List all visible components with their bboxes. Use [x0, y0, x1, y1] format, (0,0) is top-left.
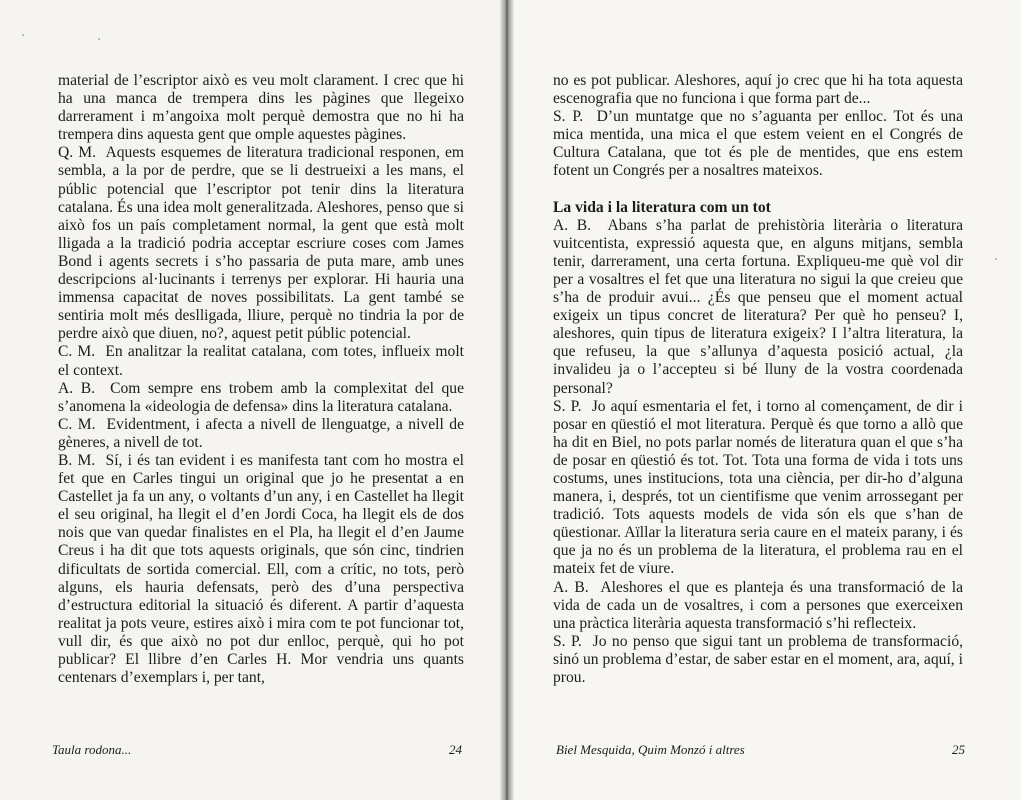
paragraph — [553, 579, 963, 633]
left-page-text — [58, 72, 464, 687]
book-gutter — [500, 0, 514, 800]
paragraph-text: Jo no penso que sigui tant un problema de transformació, sinó un problema d’estar, de saber estar en el moment, ara, aquí, i prou. — [553, 632, 964, 686]
speaker-initials: A. B. — [553, 578, 589, 596]
paragraph-text: Abans s’ha parlat de prehistòria literària o literatura vuitcentista, expressió aquesta que, en alguns mitjans, sembla tenir, darrerament, una certa fortuna. Expliqueu-me què vol dir per a vosaltres el fet que una literatura no sigui la que creieu que s’ha de produir avui... ¿És que penseu que el moment actual exigeix un tipus concret de literatura? Per què ho penseu? I, aleshores, quin tipus de literatura exigeix? I l’altra literatura, la que refuseu, la que s’allunya d’aquesta posició actual, ¿la invalideu ja o l’accepteu si bé lluny de la vostra coordenada personal? — [553, 216, 964, 397]
speaker-initials: S. P. — [553, 632, 582, 650]
left-page-number: 24 — [449, 742, 462, 757]
paragraph-text: Aquests esquemes de literatura tradicional responen, em sembla, a la por de perdre, que se li destrueixi a les mans, el públic potencial que l’escriptor pot tenir dins la literatura catalana. És una idea molt generalitzada. Aleshores, penso que si això fos un país completament normal, la gent que està molt lligada a la tradició podria acceptar escriure coses com James Bond i agents secrets i s’ho passaria de puta mare, amb unes descripcions al·lucinants i terrenys per explorar. Hi hauria una immensa capacitat de noves possibilitats. La gent també se sentiria molt més deslligada, lliure, perquè no tindria la por de perdre això que diuen, no?, aquest petit públic potencial. — [58, 144, 465, 343]
scan-speck — [98, 38, 100, 40]
speaker-initials: A. B. — [58, 379, 95, 397]
paragraph — [553, 72, 963, 108]
paragraph — [58, 380, 464, 416]
speaker-initials: B. M. — [58, 451, 96, 469]
paragraph — [58, 452, 464, 687]
paragraph — [58, 72, 464, 144]
right-page-text — [553, 72, 963, 687]
speaker-initials: C. M. — [58, 415, 96, 433]
paragraph — [553, 217, 963, 398]
paragraph — [58, 144, 464, 343]
right-running-footer: Biel Mesquida, Quim Monzó i altres — [556, 742, 745, 757]
speaker-initials: C. M. — [58, 343, 96, 361]
scan-speck — [995, 258, 997, 260]
paragraph-text: D’un muntatge que no s’aguanta per enlloc. Tot és una mica mentida, una mica el que estem veient en el Congrés de Cultura Catalana, que tot és ple de mentides, que ens estem fotent un Congrés per a nosaltres mateixos. — [553, 108, 964, 180]
paragraph-text: Evidentment, i afecta a nivell de llenguatge, a nivell de gèneres, a nivell de tot. — [58, 415, 465, 451]
paragraph — [553, 108, 963, 180]
paragraph — [58, 416, 464, 452]
paragraph-text: no es pot publicar. Aleshores, aquí jo crec que hi ha tota aquesta escenografia que no funciona i que forma part de... — [553, 72, 963, 108]
speaker-initials: S. P. — [553, 397, 582, 415]
left-running-footer: Taula rodona... — [52, 742, 132, 757]
paragraph — [553, 398, 963, 579]
paragraph-text: material de l’escriptor això es veu molt clarament. I crec que hi ha una manca de trempera dins les pàgines que llegeixo darrerament i m’angoixa molt perquè demostra que no hi ha trempera dins aquesta gent que omple aquestes pàgines. — [58, 72, 464, 144]
speaker-initials: A. B. — [553, 216, 592, 234]
paragraph — [553, 633, 963, 687]
speaker-initials: Q. M. — [58, 144, 97, 162]
paragraph-text: Sí, i és tan evident i es manifesta tant com ho mostra el fet que en Carles tingui un original que jo he presentat a en Castellet ja fa un any, o voltants d’un any, i en Castellet ha llegit el seu original, ha llegit el d’en Jordi Coca, ha llegit els de dos nois que van quedar finalistes en el Pla, ha llegit el d’en Jaume Creus i ha dit que tots aquests originals, que són cinc, tindrien dificultats de sortida comercial. Ell, com a crític, no tots, però alguns, els hauria defensats, però des d’una perspectiva d’estructura editorial la situació és diferent. A partir d’aquesta realitat ja pots veure, estires això i mira com te pot funcionar tot, vull dir, és que això no pot dur enlloc, perquè, qui ho pot publicar? El llibre d’en Carles H. Mor vendria uns quants centenars d’exemplars i, per tant, — [58, 451, 464, 687]
paragraph-text: Jo aquí esmentaria el fet, i torno al començament, de dir i posar en qüestió el mot literatura. Perquè és que torno a allò que ha dit en Biel, no pots parlar només de literatura quan el que s’ha de posar en qüestió és tot. Tot. Tota una forma de vida i tots uns costums, unes institucions, tota una ciència, per dir-ho d’alguna manera, i, després, tot un cientifisme que venim arrossegant per tradició. Tots aquests models de vida són els que s’han de qüestionar. Aïllar la literatura seria caure en el mateix parany, i és que ja no és un problema de la literatura, el problema rau en el mateix fet de viure. — [553, 397, 964, 578]
paragraph-text: Com sempre ens trobem amb la complexitat del que s’anomena la «ideologia de defensa» dins la literatura catalana. — [58, 379, 465, 415]
section-heading: La vida i la literatura com un tot — [553, 198, 771, 216]
right-page-number: 25 — [952, 742, 965, 757]
paragraph-text: Aleshores el que es planteja és una transformació de la vida de cada un de vosaltres, i com a persones que exerceixen una pràctica literària aquesta transformació s’hi reflecteix. — [553, 578, 964, 632]
paragraph-text: En analitzar la realitat catalana, com totes, influeix molt el context. — [58, 343, 465, 379]
scan-speck — [22, 34, 24, 36]
paragraph — [58, 343, 464, 379]
speaker-initials: S. P. — [553, 108, 584, 126]
